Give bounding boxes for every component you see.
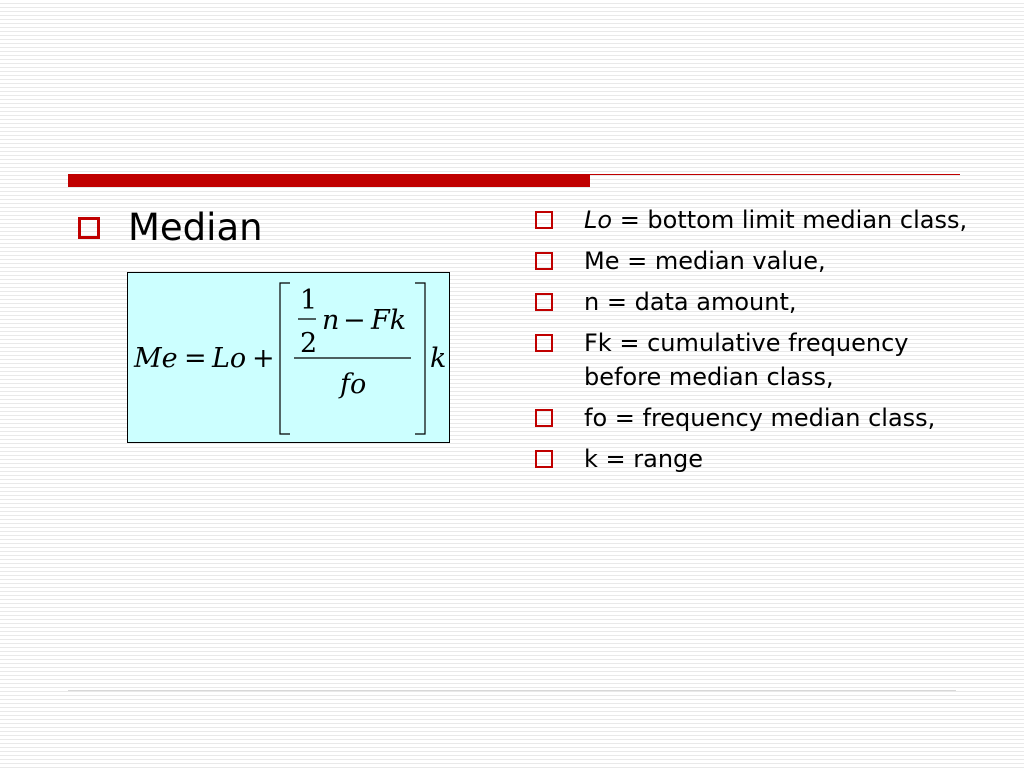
list-item <box>534 442 974 476</box>
definition-text: Fk = cumulative frequency before median class, <box>584 329 909 391</box>
definitions-list <box>534 203 974 483</box>
definition-text: k = range <box>584 445 704 473</box>
formula-me: Me <box>134 343 178 374</box>
median-formula-box <box>127 272 450 443</box>
list-item <box>534 244 974 278</box>
square-bullet-icon <box>535 334 553 352</box>
median-formula <box>128 273 451 444</box>
formula-half-denominator: 2 <box>300 328 318 359</box>
list-item <box>534 401 974 435</box>
definition-symbol: Lo <box>584 206 613 234</box>
formula-fk: Fk <box>371 305 407 336</box>
footer-rule <box>68 690 956 691</box>
formula-n: n <box>322 305 340 336</box>
formula-lo: Lo <box>212 343 247 374</box>
title-bullet-icon <box>78 217 100 239</box>
square-bullet-icon <box>535 409 553 427</box>
formula-half-numerator: 1 <box>300 285 318 316</box>
right-bracket <box>415 283 425 434</box>
square-bullet-icon <box>535 252 553 270</box>
slide-title: Median <box>128 206 263 249</box>
square-bullet-icon <box>535 293 553 311</box>
list-item <box>534 285 974 319</box>
left-bracket <box>280 283 290 434</box>
header-rule-thick <box>68 175 590 187</box>
formula-k: k <box>430 343 447 374</box>
definition-text: fo = frequency median class, <box>584 404 936 432</box>
list-item <box>534 326 974 394</box>
definition-text: Me = median value, <box>584 247 826 275</box>
formula-equals: = <box>184 343 207 374</box>
square-bullet-icon <box>535 450 553 468</box>
formula-fo: fo <box>340 369 367 400</box>
formula-minus: − <box>343 305 366 336</box>
formula-plus: + <box>252 343 275 374</box>
definition-text: = bottom limit median class, <box>612 206 968 234</box>
definition-text: n = data amount, <box>584 288 797 316</box>
list-item <box>534 203 974 237</box>
square-bullet-icon <box>535 211 553 229</box>
